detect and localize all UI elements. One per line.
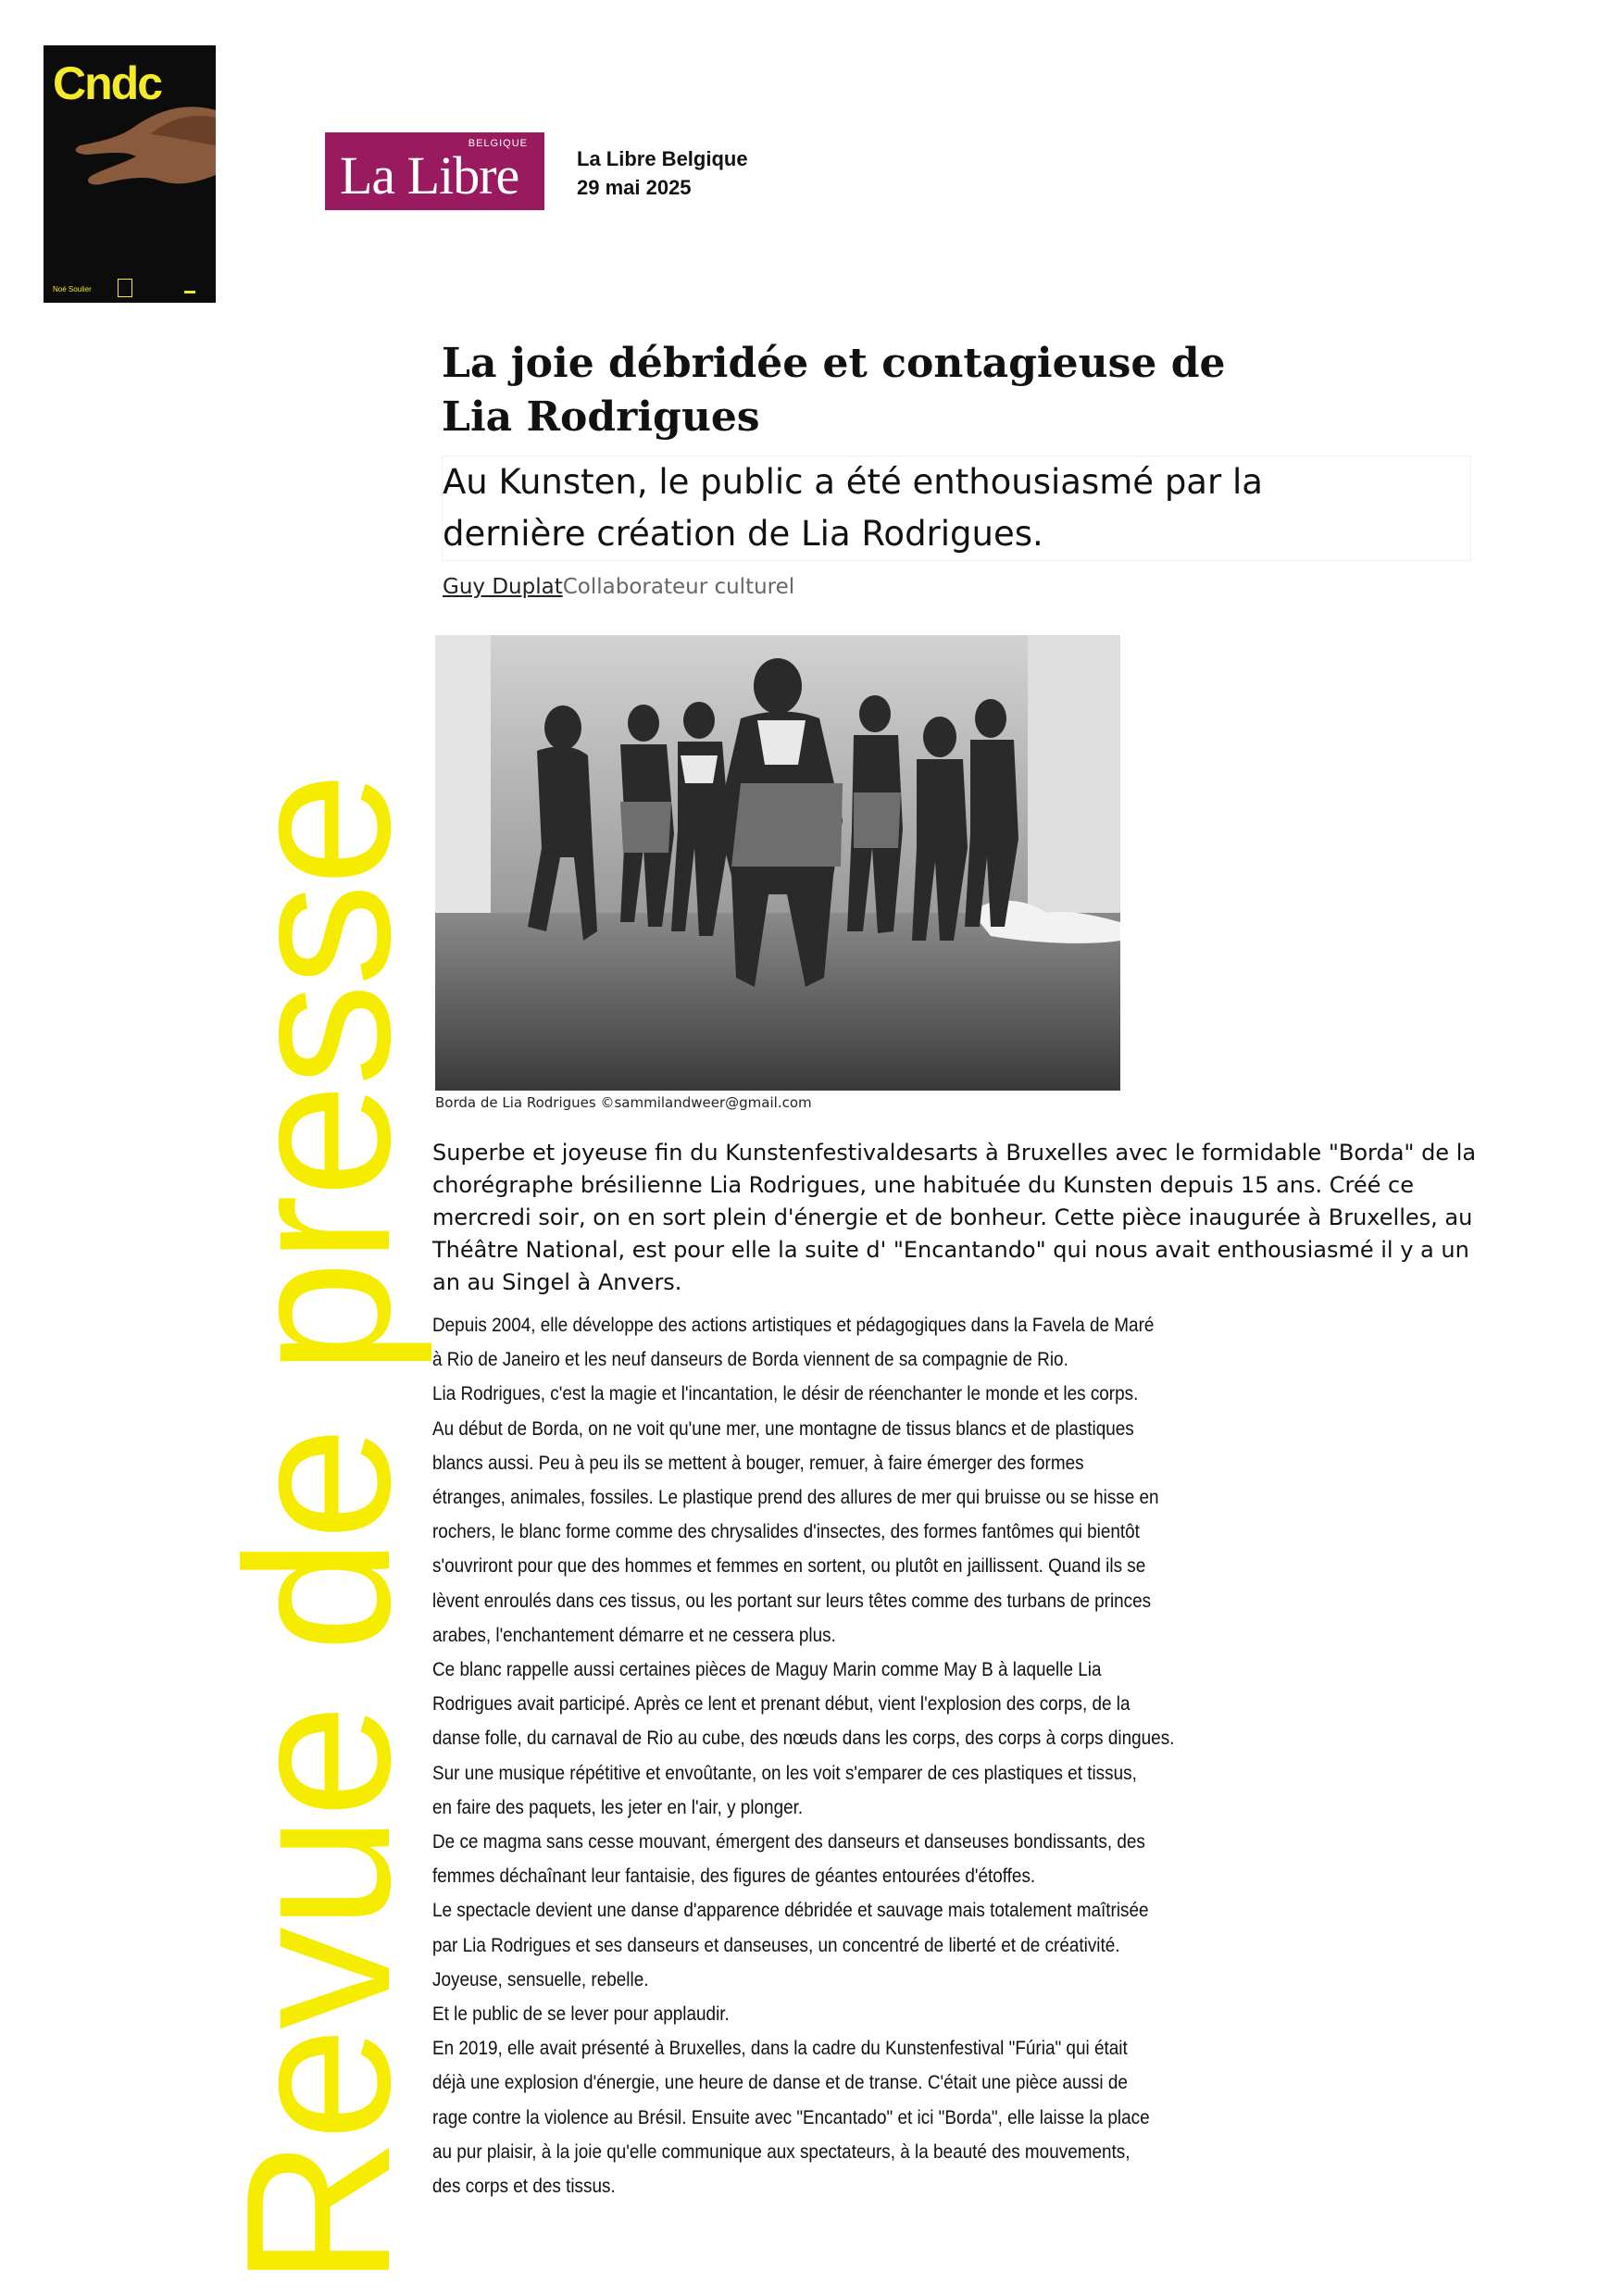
article-title xyxy=(442,337,1275,444)
body-line: Au début de Borda, on ne voit qu'une mer, une montagne de tissus blancs et de plastiques xyxy=(432,1416,1134,1440)
body-line: par Lia Rodrigues et ses danseurs et danseuses, un concentré de liberté et de créativité. xyxy=(432,1933,1120,1956)
standfirst-line-1: Au Kunsten, le public a été enthousiasmé par la xyxy=(443,462,1263,502)
body-line: Rodrigues avait participé. Après ce lent et prenant début, vient l'explosion des corps, de la xyxy=(432,1692,1131,1716)
logo-sub: BELGIQUE xyxy=(468,138,528,149)
photo-caption: Borda de Lia Rodrigues ©sammilandweer@gmail.com xyxy=(435,1094,812,1111)
body-line: femmes déchaînant leur fantaisie, des figures de géantes entourées d'étoffes. xyxy=(432,1865,1036,1888)
cndc-poster xyxy=(44,45,216,303)
poster-brand: Cndc xyxy=(53,57,161,109)
body-line: arabes, l'enchantement démarre et ne cessera plus. xyxy=(432,1623,836,1646)
body-line: Lia Rodrigues, c'est la magie et l'incantation, le désir de réenchanter le monde et les corps. xyxy=(432,1382,1139,1405)
body-line: danse folle, du carnaval de Rio au cube, des nœuds dans les corps, des corps à corps dingues. xyxy=(432,1727,1175,1750)
author-link[interactable]: Guy Duplat xyxy=(443,575,563,599)
body-line: blancs aussi. Peu à peu ils se mettent à bouger, remuer, à faire émerger des formes xyxy=(432,1451,1084,1474)
poster-mark-icon xyxy=(118,279,132,297)
logo-name: La Libre xyxy=(340,145,519,206)
body-line: Joyeuse, sensuelle, rebelle. xyxy=(432,1967,649,1990)
body-line: des corps et des tissus. xyxy=(432,2175,616,2198)
body-line: s'ouvriront pour que des hommes et femmes en sortent, ou plutôt en jaillissent. Quand ils se xyxy=(432,1554,1146,1578)
body-line: Et le public de se lever pour applaudir. xyxy=(432,2003,730,2026)
body-line: En 2019, elle avait présenté à Bruxelles, dans la cadre du Kunstenfestival "Fúria" qui était xyxy=(432,2037,1128,2060)
publication-name: La Libre Belgique xyxy=(577,147,748,170)
body-line: au pur plaisir, à la joie qu'elle communique aux spectateurs, à la beauté des mouvements, xyxy=(432,2140,1131,2163)
body-line: étranges, animales, fossiles. Le plastique prend des allures de mer qui bruisse ou se hisse en xyxy=(432,1486,1159,1509)
article-body xyxy=(432,1308,1175,2203)
revue-de-presse-label: Revue de presse xyxy=(204,774,433,2287)
body-line: Ce blanc rappelle aussi certaines pièces de Maguy Marin comme May B à laquelle Lia xyxy=(432,1658,1102,1681)
body-line: lèvent enroulés dans ces tissus, ou les portant sur leurs têtes comme des turbans de princes xyxy=(432,1589,1152,1612)
body-line: Depuis 2004, elle développe des actions artistiques et pédagogiques dans la Favela de Maré xyxy=(432,1314,1155,1336)
standfirst-line-2: dernière création de Lia Rodrigues. xyxy=(443,514,1043,554)
body-line: à Rio de Janeiro et les neuf danseurs de Borda viennent de sa compagnie de Rio. xyxy=(432,1348,1068,1371)
author-role: Collaborateur culturel xyxy=(562,575,795,599)
la-libre-logo xyxy=(325,132,544,210)
publication-date: 29 mai 2025 xyxy=(577,176,692,199)
title-line-2: Lia Rodrigues xyxy=(442,393,760,441)
byline xyxy=(443,573,794,601)
poster-artist: Noé Soulier xyxy=(53,285,92,293)
body-line: De ce magma sans cesse mouvant, émergent des danseurs et danseuses bondissants, des xyxy=(432,1830,1145,1853)
poster-dot-icon xyxy=(184,291,195,293)
article-lead: Superbe et joyeuse fin du Kunstenfestivaldesarts à Bruxelles avec le formidable "Borda" de la chorégraphe brésilienne Lia Rodrigues, une habituée du Kunsten depuis 15 ans. Créé ce mercredi soir, on en sort plein d'énergie et de bonheur. Cette pièce inaugurée à Bruxelles, au Théâtre National, est pour elle la suite d' "Encantando" qui nous avait enthousiasmé il y a un an au Singel à Anvers. xyxy=(432,1140,1477,1295)
title-line-1: La joie débridée et contagieuse de xyxy=(442,340,1226,387)
article-standfirst xyxy=(442,455,1471,561)
body-line: Sur une musique répétitive et envoûtante, on les voit s'emparer de ces plastiques et tissus, xyxy=(432,1761,1137,1784)
body-line: rochers, le blanc forme comme des chrysalides d'insectes, des formes fantômes qui bientôt xyxy=(432,1520,1140,1543)
body-line: Le spectacle devient une danse d'apparence débridée et sauvage mais totalement maîtrisée xyxy=(432,1899,1149,1922)
dancers-photo-illustration xyxy=(435,635,1120,1091)
body-line: rage contre la violence au Brésil. Ensuite avec "Encantado" et ici "Borda", elle laisse la place xyxy=(432,2105,1150,2128)
source-info xyxy=(577,144,748,202)
body-line: en faire des paquets, les jeter en l'air, y plonger. xyxy=(432,1795,804,1818)
body-line: déjà une explosion d'énergie, une heure de danse et de transe. C'était une pièce aussi de xyxy=(432,2071,1128,2094)
article-photo xyxy=(435,635,1120,1091)
